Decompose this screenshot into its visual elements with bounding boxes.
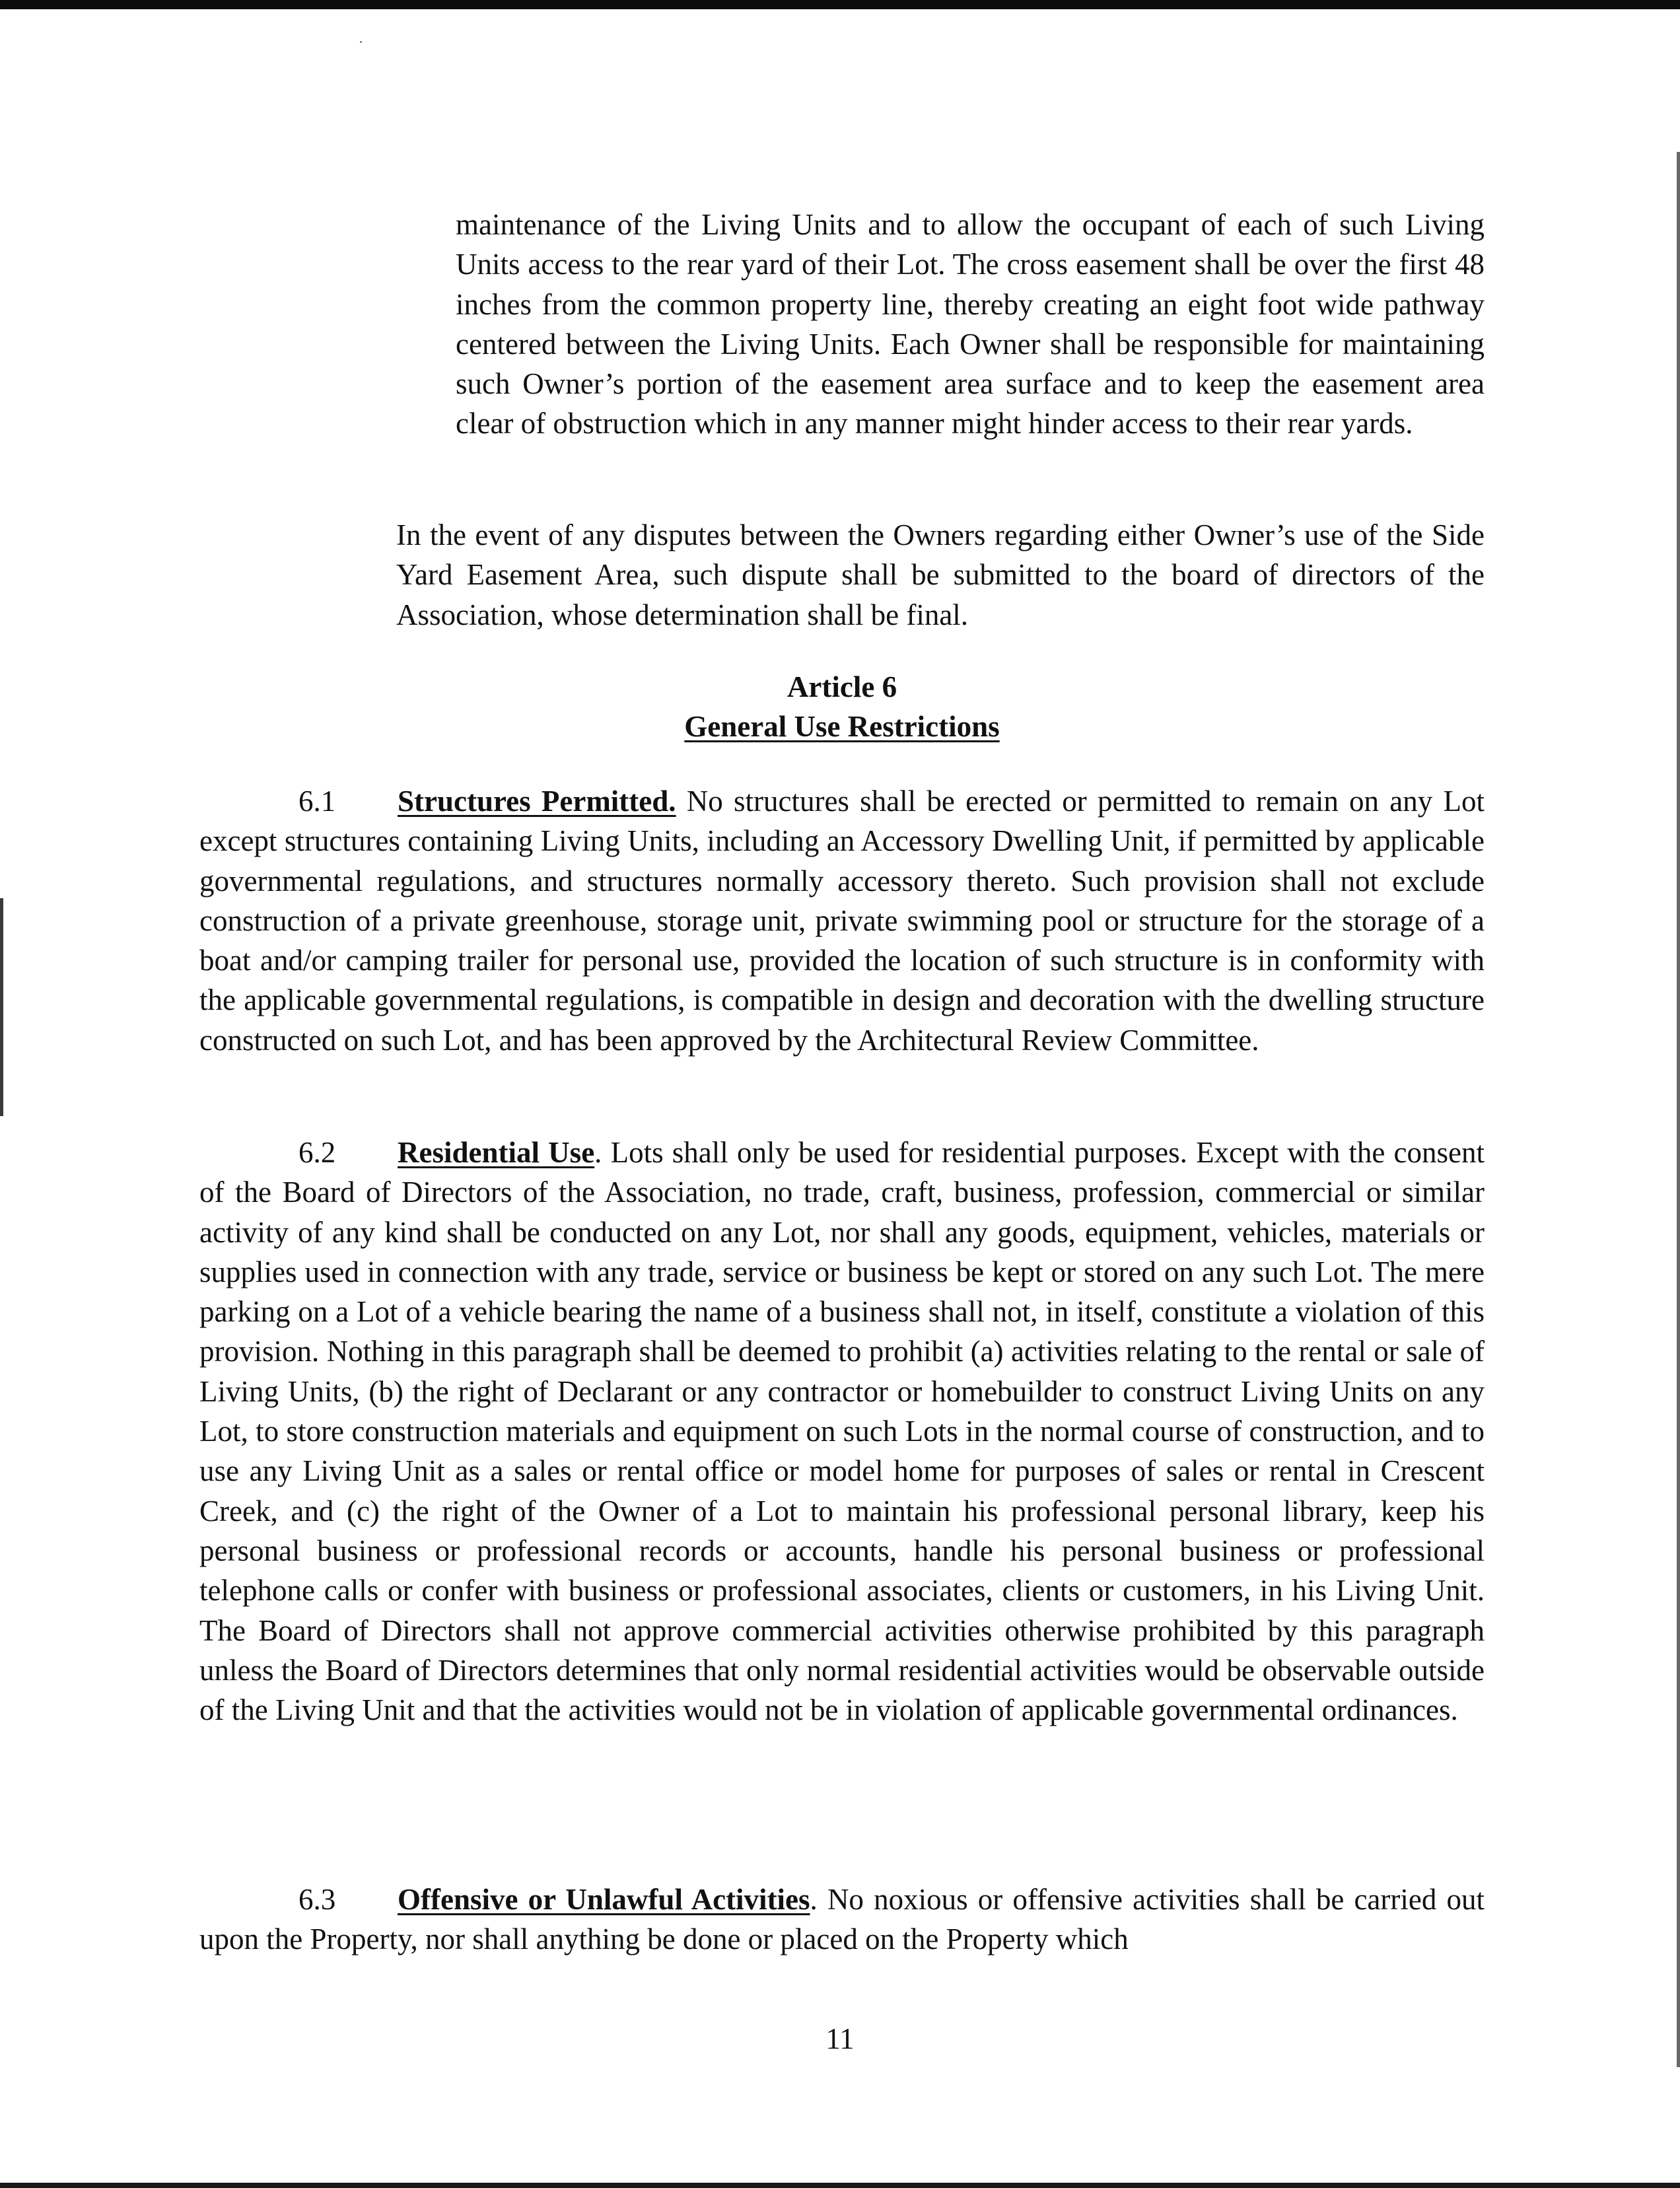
section-title-punctuation: . [810, 1883, 818, 1916]
section-title: Offensive or Unlawful Activities [398, 1883, 810, 1916]
section-6-2 [199, 1133, 1485, 1730]
section-number: 6.1 [298, 785, 336, 818]
scan-top-border [0, 0, 1680, 9]
section-number: 6.2 [298, 1136, 336, 1169]
section-6-1 [199, 781, 1485, 1060]
section-title-punctuation: . [594, 1136, 602, 1169]
scan-speck [360, 41, 362, 43]
scan-bottom-border [0, 2183, 1680, 2188]
section-6-3 [199, 1880, 1485, 1959]
continuation-paragraph: maintenance of the Living Units and to allow the occupant of each of such Living Units access to the rear yard of their Lot. The cross easement shall be over the first 48 inches from the common property line, thereby creating an eight foot wide pathway centered between the Living Units. Each Owner shall be responsible for maintaining such Owner’s portion of the easement area surface and to keep the easement area clear of obstruction which in any manner might hinder access to their rear yards. [456, 208, 1485, 441]
scan-right-edge-mark [1677, 152, 1680, 2067]
article-number: Article 6 [787, 670, 897, 703]
section-title: Residential Use [398, 1136, 595, 1169]
article-title-text: General Use Restrictions [684, 710, 1000, 743]
disputes-paragraph: In the event of any disputes between the Owners regarding either Owner’s use of the Side Yard Easement Area, such dispute shall be submitted to the board of directors of the Association, whose determination shall be final. [396, 518, 1485, 631]
section-title: Structures Permitted. [398, 785, 676, 818]
section-body: No noxious or offensive activities shall be carried out upon the Property, nor shall anything be done or placed on the Property which [199, 1883, 1485, 1956]
section-number: 6.3 [298, 1883, 336, 1916]
article-title [199, 707, 1485, 746]
page-number: 11 [825, 2022, 855, 2055]
section-body: No structures shall be erected or permitted to remain on any Lot except structures containing Living Units, including an Accessory Dwelling Unit, if permitted by applicable governmental regulations, and structures normally accessory thereto. Such provision shall not exclude construction of a private greenhouse, storage unit, private swimming pool or structure for the storage of a boat and/or camping trailer for personal use, provided the location of such structure is in conformity with the applicable governmental regulations, is compatible in design and decoration with the dwelling structure constructed on such Lot, and has been approved by the Architectural Review Committee. [199, 785, 1485, 1057]
scan-left-edge-mark [0, 898, 3, 1116]
section-body: Lots shall only be used for residential purposes. Except with the consent of the Board of Directors of the Association, no trade, craft, business, profession, commercial or similar activity of any kind shall be conducted on any Lot, nor shall any goods, equipment, vehicles, materials or supplies used in connection with any trade, service or business be kept or stored on any such Lot. The mere parking on a Lot of a vehicle bearing the name of a business shall not, in itself, constitute a violation of this provision. Nothing in this paragraph shall be deemed to prohibit (a) activities relating to the rental or sale of Living Units, (b) the right of Declarant or any contractor or homebuilder to construct Living Units on any Lot, to store construction materials and equipment on such Lots in the normal course of construction, and to use any Living Unit as a sales or rental office or model home for purposes of sales or rental in Crescent Creek, and (c) the right of the Owner of a Lot to maintain his professional personal library, keep his personal business or professional records or accounts, handle his personal business or professional telephone calls or confer with business or professional associates, clients or customers, in his Living Unit. The Board of Directors shall not approve commercial activities otherwise prohibited by this paragraph unless the Board of Directors determines that only normal residential activities would be observable outside of the Living Unit and that the activities would not be in violation of applicable governmental ordinances. [199, 1136, 1485, 1727]
